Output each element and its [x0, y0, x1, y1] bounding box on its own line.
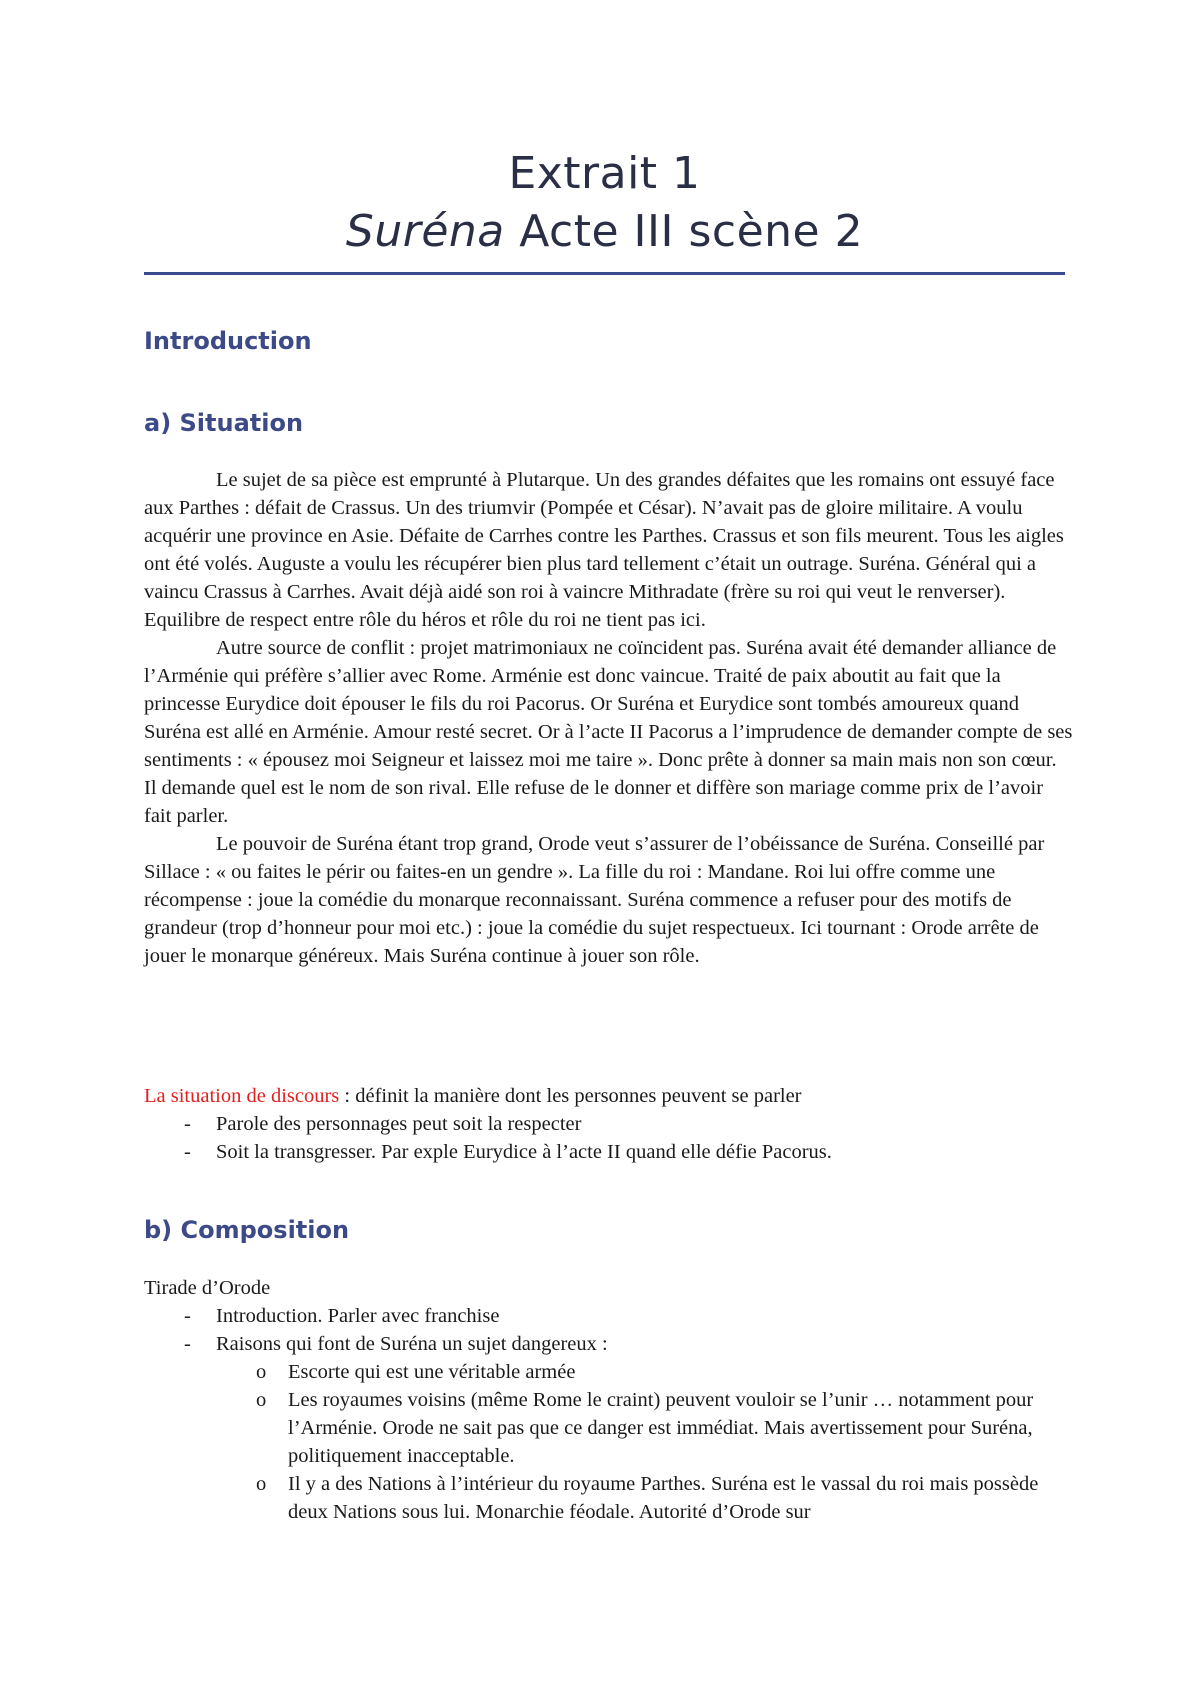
composition-list: [144, 1302, 1074, 1526]
situation-body: [144, 466, 1074, 970]
list-item: [144, 1110, 1074, 1138]
discours-item-1: Parole des personnages peut soit la respecter: [216, 1113, 582, 1135]
heading-situation: a) Situation: [144, 409, 304, 437]
composition-item-2: Raisons qui font de Suréna un sujet dangereux :: [216, 1333, 608, 1355]
dash-bullet-icon: -: [184, 1333, 191, 1355]
dash-bullet-icon: -: [184, 1113, 191, 1135]
discours-definition: [144, 1082, 1074, 1110]
document-title: [144, 145, 1065, 261]
discours-list: [144, 1110, 1074, 1166]
dash-bullet-icon: -: [184, 1305, 191, 1327]
heading-introduction: Introduction: [144, 327, 312, 355]
discours-text: : définit la manière dont les personnes peuvent se parler: [339, 1085, 802, 1107]
composition-subitem-3: Il y a des Nations à l’intérieur du royaume Parthes. Suréna est le vassal du roi mais possède deux Nations sous lui. Monarchie féodale. Autorité d’Orode sur: [288, 1473, 1039, 1523]
list-item: [144, 1330, 1074, 1526]
list-item: [216, 1470, 1074, 1526]
composition-item-1: Introduction. Parler avec franchise: [216, 1305, 500, 1327]
title-work-name: Suréna: [345, 206, 505, 257]
title-line-2: [144, 203, 1065, 261]
composition-subitem-2: Les royaumes voisins (même Rome le craint) peuvent vouloir se l’unir … notamment pour l’Arménie. Orode ne sait pas que ce danger est immédiat. Mais avertissement pour Suréna, politiquement inacceptable.: [288, 1389, 1034, 1467]
composition-intro: Tirade d’Orode: [144, 1277, 271, 1299]
circle-bullet-icon: o: [256, 1473, 267, 1495]
discours-item-2: Soit la transgresser. Par exple Eurydice à l’acte II quand elle défie Pacorus.: [216, 1141, 832, 1163]
discours-section: [144, 1082, 1074, 1166]
title-line-1: Extrait 1: [508, 148, 701, 199]
title-act-scene: Acte III scène 2: [504, 206, 864, 257]
composition-body: [144, 1274, 1074, 1526]
situation-paragraph-1: Le sujet de sa pièce est emprunté à Plutarque. Un des grandes défaites que les romains ont essuyé face aux Parthes : défait de Crassus. Un des triumvir (Pompée et César). N’avait pas de gloire militaire. A voulu acquérir une province en Asie. Défaite de Carrhes contre les Parthes. Crassus et son fils meurent. Tous les aigles ont été volés. Auguste a voulu les récupérer bien plus tard tellement c’était un outrage. Suréna. Général qui a vaincu Crassus à Carrhes. Avait déjà aidé son roi à vaincre Mithradate (frère su roi qui veut le renverser). Equilibre de respect entre rôle du héros et rôle du roi ne tient pas ici.: [144, 469, 1064, 631]
composition-sublist: [216, 1358, 1074, 1526]
list-item: [144, 1302, 1074, 1330]
heading-composition: b) Composition: [144, 1216, 350, 1244]
situation-paragraph-2: Autre source de conflit : projet matrimoniaux ne coïncident pas. Suréna avait été demander alliance de l’Arménie qui préfère s’allier avec Rome. Arménie est donc vaincue. Traité de paix aboutit au fait que la princesse Eurydice doit épouser le fils du roi Pacorus. Or Suréna et Eurydice sont tombés amoureux quand Suréna est allé en Arménie. Amour resté secret. Or à l’acte II Pacorus a l’imprudence de demander compte de ses sentiments : « épousez moi Seigneur et laissez moi me taire ». Donc prête à donner sa main mais non son cœur. Il demande quel est le nom de son rival. Elle refuse de le donner et diffère son mariage comme prix de l’avoir fait parler.: [144, 637, 1073, 827]
title-underline-rule: [144, 272, 1065, 275]
dash-bullet-icon: -: [184, 1141, 191, 1163]
composition-subitem-1: Escorte qui est une véritable armée: [288, 1361, 576, 1383]
circle-bullet-icon: o: [256, 1389, 267, 1411]
list-item: [216, 1358, 1074, 1386]
discours-highlight: La situation de discours: [144, 1085, 340, 1107]
list-item: [144, 1138, 1074, 1166]
list-item: [216, 1386, 1074, 1470]
circle-bullet-icon: o: [256, 1361, 267, 1383]
situation-paragraph-3: Le pouvoir de Suréna étant trop grand, Orode veut s’assurer de l’obéissance de Suréna. Conseillé par Sillace : « ou faites le périr ou faites-en un gendre ». La fille du roi : Mandane. Roi lui offre comme une récompense : joue la comédie du monarque reconnaissant. Suréna commence a refuser pour des motifs de grandeur (trop d’honneur pour moi etc.) : joue la comédie du sujet respectueux. Ici tournant : Orode arrête de jouer le monarque généreux. Mais Suréna continue à jouer son rôle.: [144, 833, 1045, 967]
